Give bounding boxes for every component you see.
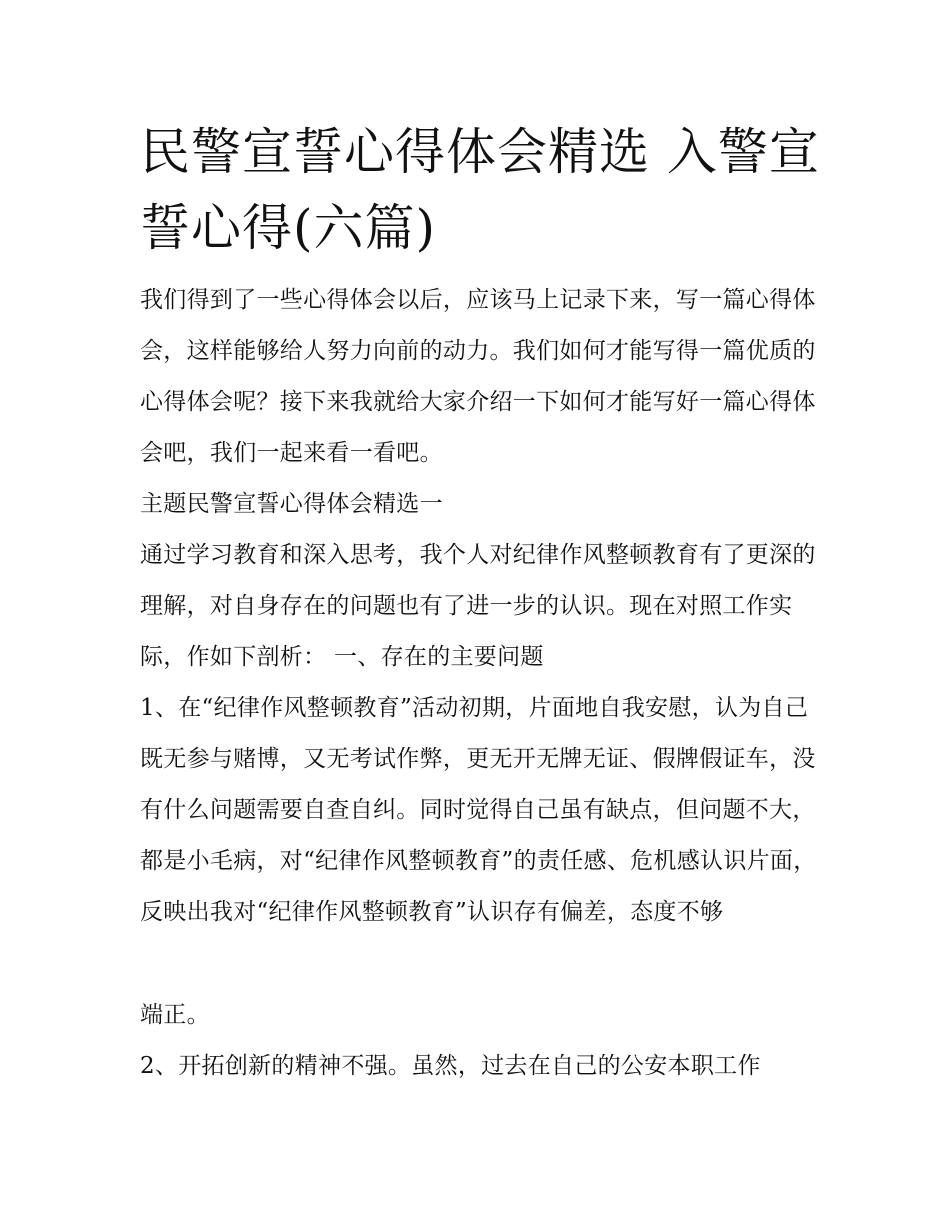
section-intro-paragraph: 通过学习教育和深入思考，我个人对纪律作风整顿教育有了更深的理解，对自身存在的问题也有了进一步的认识。现在对照工作实际，作如下剖析： 一、存在的主要问题: [140, 542, 816, 670]
point-1-paragraph: 1、在“纪律作风整顿教育”活动初期，片面地自我安慰，认为自己既无参与赌博，又无考试作弊，更无开无牌无证、假牌假证车，没有什么问题需要自查自纠。同时觉得自己虽有缺点，但问题不大，都是小毛病，对“纪律作风整顿教育”的责任感、危机感认识片面，反映出我对“纪律作风整顿教育”认识存有偏差，态度不够: [140, 695, 817, 925]
intro-paragraph: 我们得到了一些心得体会以后，应该马上记录下来，写一篇心得体会，这样能够给人努力向前的动力。我们如何才能写得一篇优质的心得体会呢？接下来我就给大家介绍一下如何才能写好一篇心得体会吧，我们一起来看一看吧。: [140, 287, 816, 466]
point-1-tail: 端正。: [140, 1002, 210, 1028]
section-heading: 主题民警宣誓心得体会精选一: [140, 491, 443, 517]
document-title: 民警宣誓心得体会精选 入警宣誓心得(六篇): [140, 123, 820, 257]
point-2-paragraph: 2、开拓创新的精神不强。虽然，过去在自己的公安本职工作: [140, 1053, 761, 1079]
